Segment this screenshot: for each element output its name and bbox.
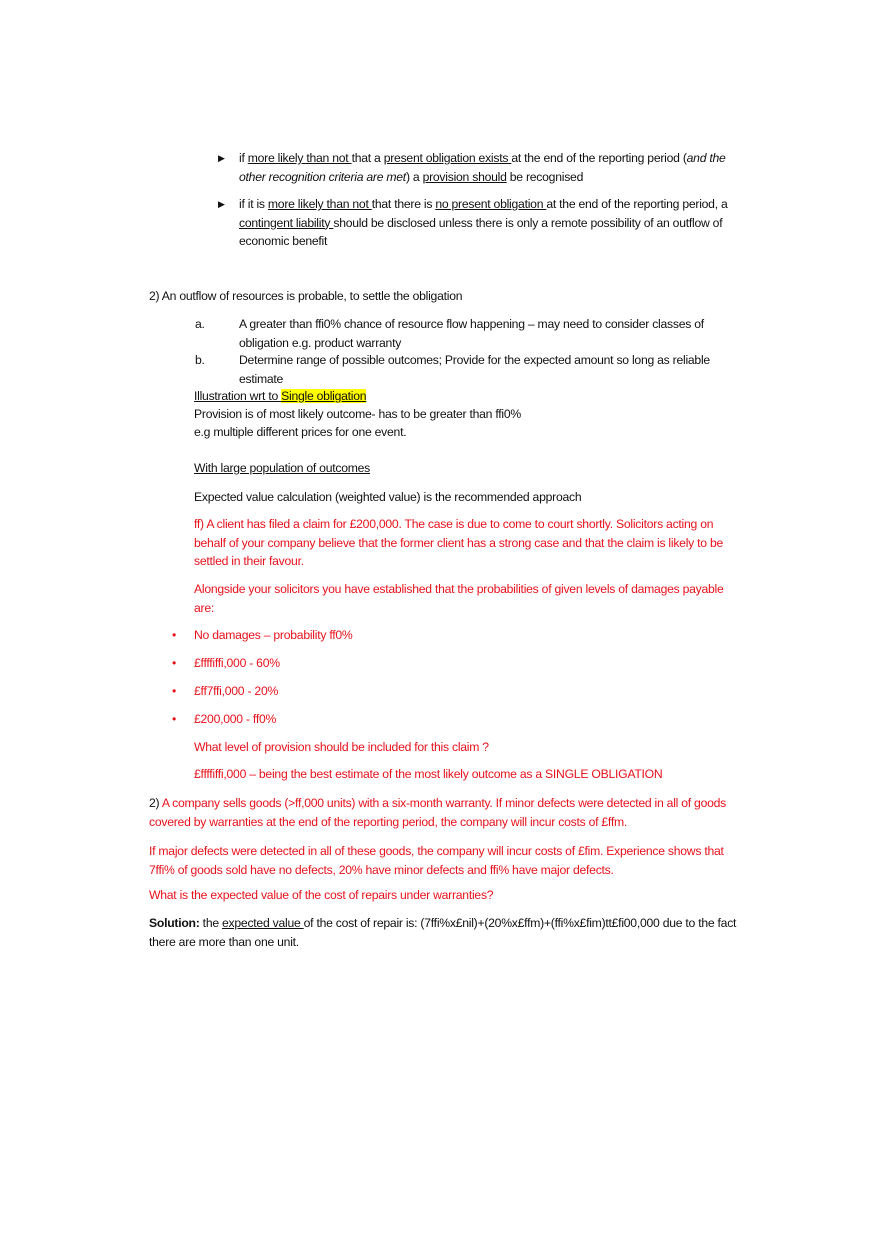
example2-text: A company sells goods (>ff,000 units) with a six-month warranty. If minor defects were detected in all of goods covered by warranties at the end of the reporting period, the company will incur costs of £ffm.: [149, 796, 727, 829]
bullet-icon: •: [172, 712, 177, 726]
outcome-text: £200,000 - ff0%: [194, 712, 277, 726]
example1-question: What level of provision should be included for this claim ?: [194, 740, 489, 754]
bullet-provision: [218, 149, 734, 186]
text: that a: [351, 151, 384, 165]
text: of the cost of repair is: (7ffi%x£nil)+(20%x£ffm)+(ffi%x£fim)tt£fi00,000 due to the fact there are more than one unit.: [149, 916, 737, 949]
eg-line: e.g multiple different prices for one event.: [194, 425, 407, 439]
underlined-text: expected value: [222, 916, 304, 930]
list-marker: b.: [195, 353, 205, 367]
text: that there is: [371, 197, 436, 211]
bullet-icon: •: [172, 628, 177, 642]
example2-para1: [149, 794, 734, 831]
italic-text: and the other recognition criteria are met: [239, 151, 726, 184]
provision-line: Provision is of most likely outcome- has to be greater than ffi0%: [194, 407, 521, 421]
underlined-text: provision should: [422, 169, 507, 184]
outcome-item: [172, 654, 280, 673]
underlined-text: present obligation exists: [383, 151, 512, 165]
list-item-text: Determine range of possible outcomes; Provide for the expected amount so long as reliable estimate: [239, 353, 710, 386]
example2-question: What is the expected value of the cost of repairs under warranties?: [149, 888, 494, 902]
highlighted-text: Single obligation: [281, 389, 367, 403]
example2-para2: If major defects were detected in all of these goods, the company will incur costs of £fim. Experience shows that 7ffi% of goods sold have no defects, 20% have minor defects and ffi% have major defects.: [149, 844, 724, 877]
outcome-text: £ff7ffi,000 - 20%: [194, 684, 279, 698]
section2-heading: 2) An outflow of resources is probable, to settle the obligation: [149, 289, 463, 303]
outcome-item: [172, 710, 277, 729]
solution: [149, 914, 744, 951]
underlined-text: more likely than not: [267, 197, 372, 211]
example-number: 2): [149, 796, 162, 810]
expected-value-line: Expected value calculation (weighted value) is the recommended approach: [194, 490, 582, 504]
triangle-bullet-icon: ▶: [218, 199, 225, 209]
outcome-item: [172, 626, 353, 645]
large-population-heading: With large population of outcomes: [194, 461, 371, 475]
illustration-label: Illustration wrt to: [194, 389, 282, 403]
bullet-contingent-liability: [218, 195, 734, 251]
text: at the end of the reporting period, a: [546, 197, 728, 211]
list-item-a: [195, 315, 729, 352]
illustration-heading: [194, 387, 366, 406]
text: at the end of the reporting period (: [511, 151, 687, 165]
underlined-text: no present obligation: [435, 197, 547, 211]
text: if: [239, 151, 248, 165]
outcome-text: £ffffiffi,000 - 60%: [194, 656, 280, 670]
outcome-text: No damages – probability ff0%: [194, 628, 353, 642]
bullet-icon: •: [172, 684, 177, 698]
bullet-icon: •: [172, 656, 177, 670]
solution-label: Solution:: [149, 916, 200, 930]
example1-answer: £ffffiffi,000 – being the best estimate of the most likely outcome as a SINGLE OBLIGATION: [194, 767, 663, 781]
text: ) a: [405, 169, 423, 184]
text: be recognised: [506, 169, 584, 184]
text: should be disclosed unless there is only a remote possibility of an outflow of economic benefit: [239, 215, 723, 248]
list-marker: a.: [195, 317, 205, 331]
triangle-bullet-icon: ▶: [218, 153, 225, 163]
underlined-text: more likely than not: [247, 151, 352, 165]
example1-para2: Alongside your solicitors you have established that the probabilities of given levels of damages payable are:: [194, 582, 724, 615]
list-item-text: A greater than ffi0% chance of resource flow happening – may need to consider classes of obligation e.g. product warranty: [239, 317, 704, 350]
text: the: [199, 916, 223, 930]
underlined-text: contingent liability: [239, 215, 334, 230]
list-item-b: [195, 351, 719, 388]
outcome-item: [172, 682, 279, 701]
example1-para1: ff) A client has filed a claim for £200,000. The case is due to come to court shortly. Solicitors acting on behalf of your company believe that the former client has a strong case and that the claim is likely to be settled in their favour.: [194, 517, 724, 568]
text: if it is: [239, 197, 268, 211]
